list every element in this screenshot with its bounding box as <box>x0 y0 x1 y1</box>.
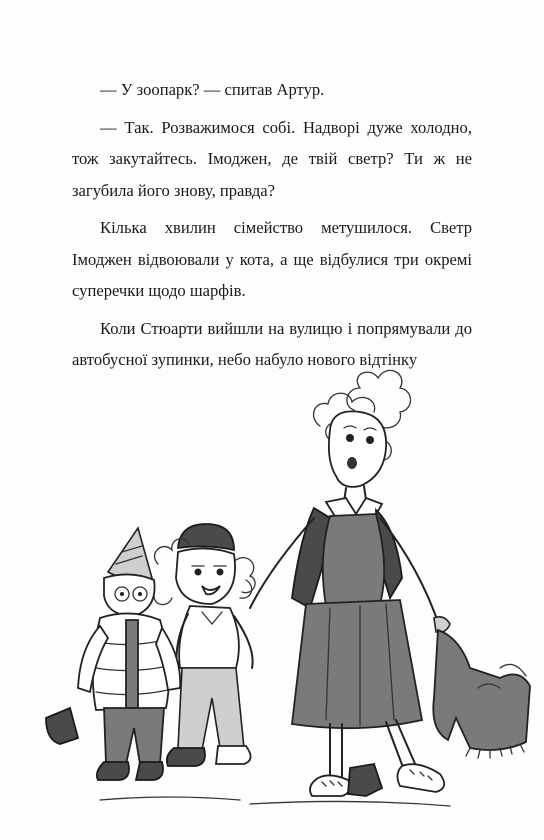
paragraph-2: — Так. Розважимося собі. Надворі дуже холодно, тож закутайтесь. Імоджен, де твій светр? Ти ж не загубила його знову, правда? <box>72 117 472 200</box>
illustration-svg <box>30 368 540 808</box>
paragraph-3: Кілька хвилин сімейство метушилося. Светр Імоджен відвоювали у кота, а ще відбулися три окремі суперечки щодо шарфів. <box>72 218 472 300</box>
dropped-boot <box>348 764 382 796</box>
family-walking-illustration <box>30 368 540 808</box>
mother-figure <box>250 370 450 796</box>
paragraph-4: Коли Стюарти вийшли на вулицю і попрямували до автобусної зупинки, небо набуло нового відтінку <box>72 318 472 369</box>
ground-shadows <box>100 797 450 806</box>
paragraph-1: — У зоопарк? — спитав Артур. <box>100 80 325 99</box>
boy-figure <box>46 528 180 780</box>
body-text <box>72 74 472 382</box>
dragged-sweater <box>433 630 530 758</box>
